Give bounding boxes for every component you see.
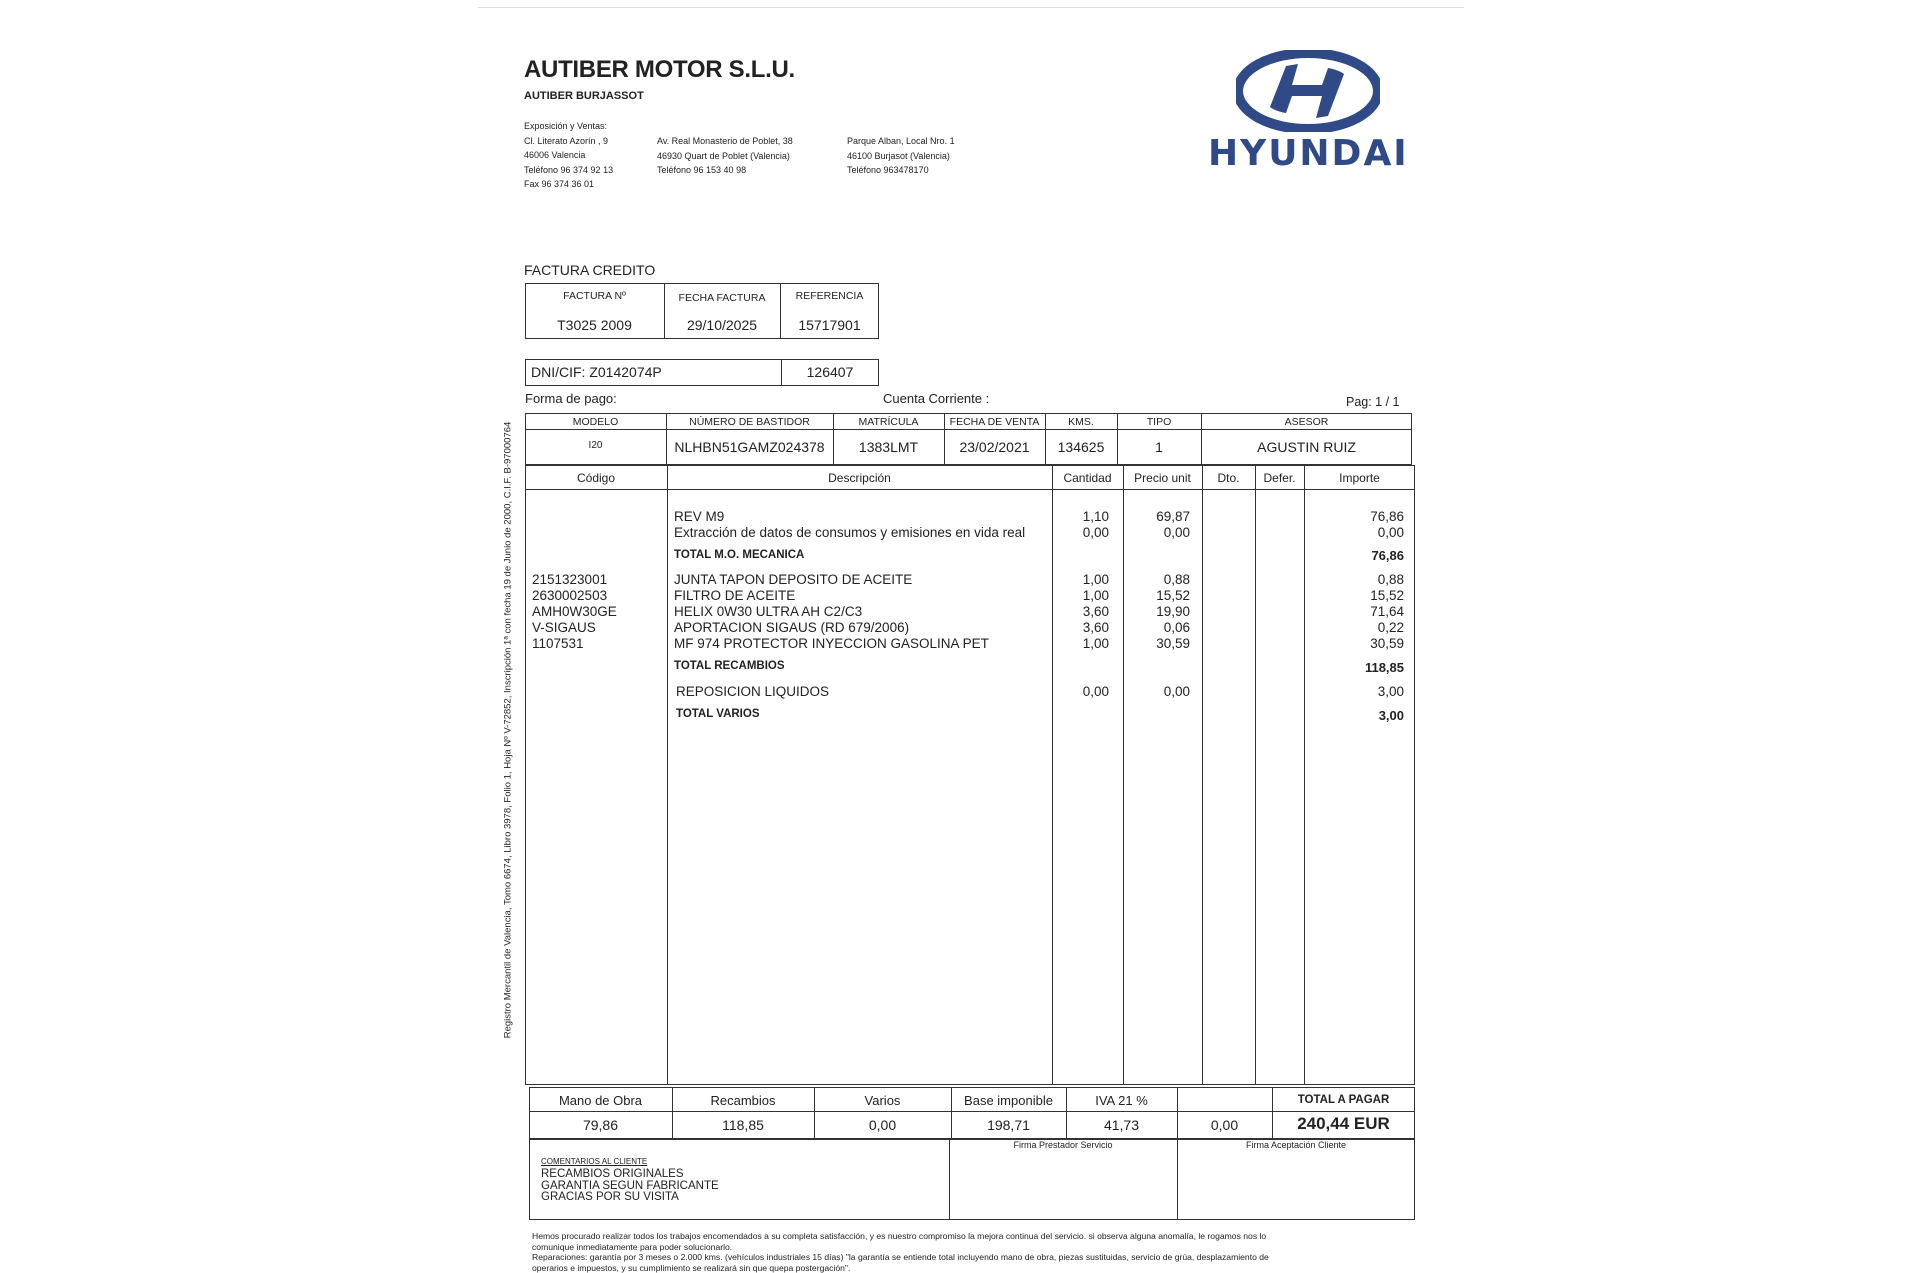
dni-cif: DNI/CIF: Z0142074P (531, 364, 662, 380)
invoice-type: FACTURA CREDITO (524, 262, 655, 278)
invoice-number: T3025 2009 (525, 317, 664, 333)
line-description: JUNTA TAPON DEPOSITO DE ACEITE (674, 572, 912, 588)
provider-signature-label: Firma Prestador Servicio (949, 1140, 1177, 1150)
line-quantity: 1,00 (1052, 572, 1109, 588)
divider (529, 1111, 1415, 1112)
comment-line: GRACIAS POR SU VISITA (541, 1192, 719, 1204)
col-header-amount: Importe (1304, 471, 1415, 485)
total-other: 0,00 (1177, 1117, 1272, 1133)
lines-table (525, 465, 1415, 1085)
line-amount: 15,52 (1304, 588, 1404, 604)
address-block-1 (524, 119, 613, 192)
divider (525, 429, 1412, 430)
vehicle-header-sale-date: FECHA DE VENTA (944, 416, 1045, 428)
invoice-number-label: FACTURA Nº (525, 290, 664, 302)
divider (949, 1139, 950, 1220)
totals-header-base: Base imponible (951, 1093, 1066, 1108)
vehicle-header-kms: KMS. (1045, 416, 1117, 428)
total-vat: 41,73 (1066, 1117, 1177, 1133)
total-parts: 118,85 (672, 1117, 814, 1133)
line-code: AMH0W30GE (532, 604, 617, 620)
comment-line: RECAMBIOS ORIGINALES (541, 1169, 719, 1181)
address-line: Teléfono 96 374 92 13 (524, 163, 613, 178)
totals-header-vat: IVA 21 % (1066, 1093, 1177, 1108)
address-line: Parque Alban, Local Nro. 1 (847, 134, 955, 149)
line-description: REV M9 (674, 509, 724, 525)
hyundai-wordmark: HYUNDAI (1208, 133, 1409, 174)
client-signature-label: Firma Aceptación Cliente (1177, 1140, 1415, 1150)
totals-header-labour: Mano de Obra (529, 1093, 672, 1108)
line-amount: 30,59 (1304, 636, 1404, 652)
address-line: 46006 Valencia (524, 148, 613, 163)
footer-line: Hemos procurado realizar todos los trabajos encomendados a su completa satisfacción, y es nuestro compromiso la mejora continua del servicio. si observa alguna anomalía, le rogamos nos lo (532, 1231, 1420, 1242)
col-header-quantity: Cantidad (1052, 471, 1123, 485)
line-amount: 0,22 (1304, 620, 1404, 636)
line-description: APORTACION SIGAUS (RD 679/2006) (674, 620, 909, 636)
subtotal-label: TOTAL VARIOS (676, 706, 760, 722)
registry-text: Registro Mercantil de Valencia, Tomo 6674, Libro 3978, Folio 1, Hoja Nº V-72852, Inscripción 1ª con fecha 19 de Junio de 2000, C.I.F. B-97000764 (503, 422, 514, 1039)
vehicle-header-type: TIPO (1117, 416, 1201, 428)
vehicle-header-plate: MATRÍCULA (833, 416, 944, 428)
vehicle-plate: 1383LMT (833, 439, 944, 455)
line-code: 1107531 (532, 636, 584, 652)
hyundai-logo (1236, 50, 1380, 132)
line-quantity: 0,00 (1052, 525, 1109, 541)
subtotal-amount: 118,85 (1304, 660, 1404, 676)
divider (1052, 465, 1053, 1085)
vehicle-kms: 134625 (1045, 439, 1117, 455)
line-description: REPOSICION LIQUIDOS (676, 684, 829, 700)
line-amount: 0,88 (1304, 572, 1404, 588)
line-unit-price: 0,06 (1123, 620, 1190, 636)
divider (1202, 465, 1203, 1085)
subtotal-amount: 76,86 (1304, 548, 1404, 564)
col-header-deferred: Defer. (1255, 471, 1304, 485)
line-unit-price: 19,90 (1123, 604, 1190, 620)
company-name: AUTIBER MOTOR S.L.U. (524, 56, 795, 84)
address-line: Exposición y Ventas: (524, 119, 613, 134)
line-unit-price: 30,59 (1123, 636, 1190, 652)
address-line: Teléfono 96 153 40 98 (657, 163, 793, 178)
address-line: Teléfono 963478170 (847, 163, 955, 178)
vehicle-vin: NLHBN51GAMZ024378 (666, 439, 833, 455)
line-description: MF 974 PROTECTOR INYECCION GASOLINA PET (674, 636, 989, 652)
vehicle-header-vin: NÚMERO DE BASTIDOR (666, 416, 833, 428)
address-line: 46100 Burjasot (Valencia) (847, 149, 955, 164)
line-quantity: 1,00 (1052, 588, 1109, 604)
line-quantity: 1,10 (1052, 509, 1109, 525)
line-amount: 3,00 (1304, 684, 1404, 700)
line-code: V-SIGAUS (532, 620, 596, 636)
address-line: 46930 Quart de Poblet (Valencia) (657, 149, 793, 164)
total-base: 198,71 (951, 1117, 1066, 1133)
footer-line: operarios e impuestos, y su cumplimiento se realizará sin que quepa postergación". (532, 1263, 1420, 1273)
divider (667, 465, 668, 1085)
line-description: HELIX 0W30 ULTRA AH C2/C3 (674, 604, 862, 620)
company-branch: AUTIBER BURJASSOT (524, 90, 644, 102)
vehicle-advisor: AGUSTIN RUIZ (1201, 439, 1412, 455)
divider (525, 489, 1415, 490)
line-amount: 76,86 (1304, 509, 1404, 525)
line-code: 2151323001 (532, 572, 607, 588)
totals-header-parts: Recambios (672, 1093, 814, 1108)
line-unit-price: 0,00 (1123, 525, 1190, 541)
totals-header-misc: Varios (814, 1093, 951, 1108)
vehicle-type: 1 (1117, 439, 1201, 455)
address-line: Cl. Literato Azorín , 9 (524, 134, 613, 149)
vehicle-header-model: MODELO (525, 416, 666, 428)
client-code: 126407 (781, 364, 879, 380)
divider (1255, 465, 1256, 1085)
address-line: Fax 96 374 36 01 (524, 177, 613, 192)
vehicle-header-advisor: ASESOR (1201, 416, 1412, 428)
divider (1177, 1139, 1178, 1220)
col-header-discount: Dto. (1202, 471, 1255, 485)
footer-legal (532, 1231, 1420, 1273)
vehicle-sale-date: 23/02/2021 (944, 439, 1045, 455)
line-amount: 71,64 (1304, 604, 1404, 620)
total-labour: 79,86 (529, 1117, 672, 1133)
address-block-3 (847, 134, 955, 178)
comments-title: COMENTARIOS AL CLIENTE (541, 1157, 647, 1166)
subtotal-amount: 3,00 (1304, 708, 1404, 724)
invoice-reference: 15717901 (780, 317, 879, 333)
line-description: Extracción de datos de consumos y emisiones en vida real (674, 525, 1025, 541)
footer-line: Reparaciones: garantía por 3 meses o 2.000 kms. (vehículos industriales 15 días) "la garantía se entiende total incluyendo mano de obra, piezas sustituidas, servicio de grúa, desplazamiento de (532, 1252, 1420, 1263)
col-header-unit-price: Precio unit (1123, 471, 1202, 485)
line-description: FILTRO DE ACEITE (674, 588, 795, 604)
invoice-date: 29/10/2025 (664, 317, 780, 333)
col-header-description: Descripción (667, 471, 1052, 485)
line-quantity: 0,00 (1052, 684, 1109, 700)
address-line: Av. Real Monasterio de Poblet, 38 (657, 134, 793, 149)
line-quantity: 3,60 (1052, 604, 1109, 620)
divider (1123, 465, 1124, 1085)
line-code: 2630002503 (532, 588, 607, 604)
page-number: Pag: 1 / 1 (1346, 395, 1400, 409)
line-quantity: 1,00 (1052, 636, 1109, 652)
totals-header-total: TOTAL A PAGAR (1272, 1094, 1415, 1106)
total-misc: 0,00 (814, 1117, 951, 1133)
line-amount: 0,00 (1304, 525, 1404, 541)
footer-line: comunique inmediatamente para poder solucionarlo. (532, 1242, 1420, 1253)
invoice-date-label: FECHA FACTURA (664, 292, 780, 304)
total-to-pay: 240,44 EUR (1272, 1114, 1415, 1134)
page-top-edge (478, 7, 1464, 8)
subtotal-label: TOTAL M.O. MECANICA (674, 547, 804, 563)
subtotal-label: TOTAL RECAMBIOS (674, 658, 785, 674)
line-unit-price: 69,87 (1123, 509, 1190, 525)
account-label: Cuenta Corriente : (883, 391, 989, 406)
line-unit-price: 0,88 (1123, 572, 1190, 588)
vehicle-model: I20 (525, 440, 666, 451)
payment-label: Forma de pago: (525, 391, 617, 406)
line-unit-price: 0,00 (1123, 684, 1190, 700)
line-quantity: 3,60 (1052, 620, 1109, 636)
comments-lines (541, 1169, 719, 1204)
comment-line: GARANTIA SEGUN FABRICANTE (541, 1181, 719, 1193)
invoice-ref-label: REFERENCIA (780, 290, 879, 302)
col-header-code: Código (525, 471, 667, 485)
address-block-2 (657, 134, 793, 178)
line-unit-price: 15,52 (1123, 588, 1190, 604)
